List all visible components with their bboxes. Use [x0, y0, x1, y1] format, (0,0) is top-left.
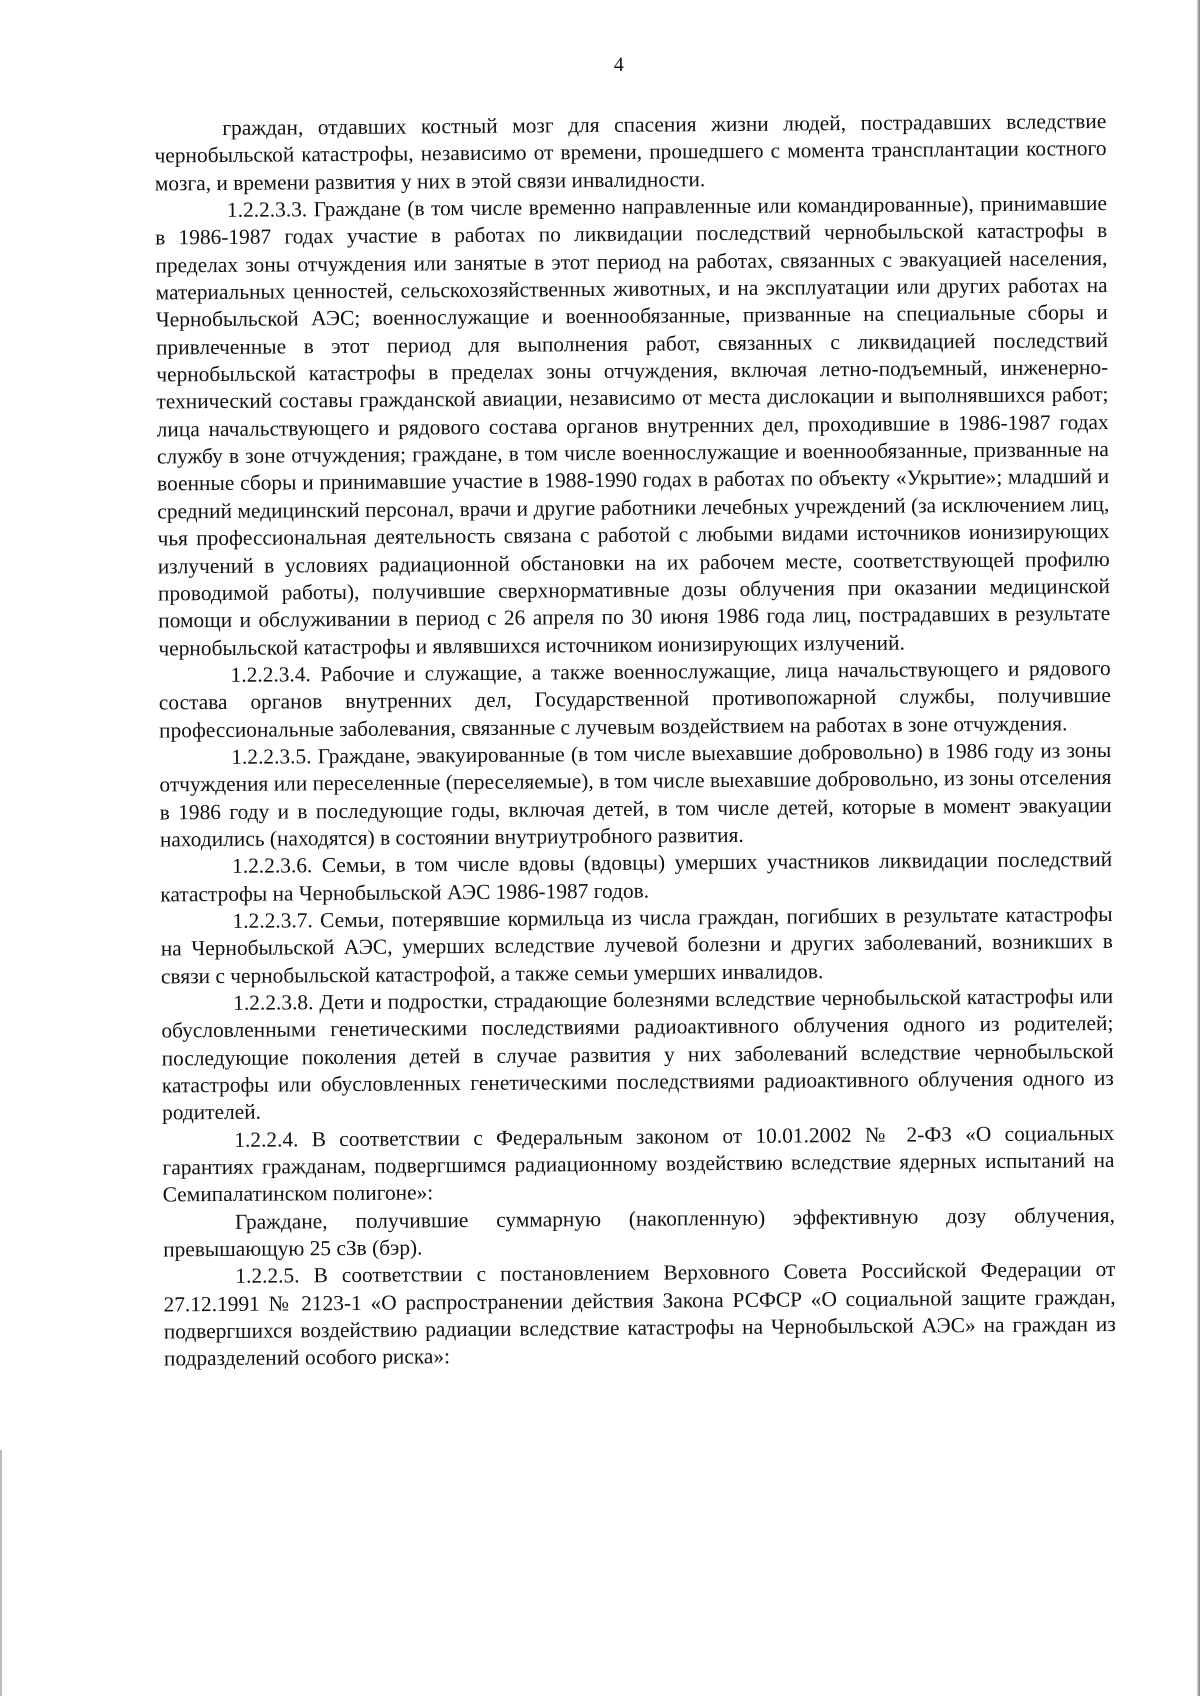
- paragraph-1-2-2-4: 1.2.2.4. В соответствии с Федеральным законом от 10.01.2002 № 2-ФЗ «О социальных гарантиях гражданам, подвергшимся радиационному воздействию вследствие ядерных испытаний на Семипалатинском полигоне»:: [162, 1120, 1115, 1207]
- scan-left-edge: [0, 1450, 2, 1696]
- paragraph-1-2-2-3-7: 1.2.2.3.7. Семьи, потерявшие кормильца из числа граждан, погибших в результате катастрофы на Чернобыльской АЭС, умерших вследствие лучевой болезни и других заболеваний, возникших в связи с чернобыльской катастрофой, а также семьи умерших инвалидов.: [160, 901, 1113, 989]
- paragraph-1-2-2-3-6: 1.2.2.3.6. Семьи, в том числе вдовы (вдовцы) умерших участников ликвидации последствий катастрофы на Чернобыльской АЭС 1986-1987 годов.: [160, 847, 1113, 907]
- paragraph-1-2-2-3-5: 1.2.2.3.5. Граждане, эвакуированные (в том числе выехавшие добровольно) в 1986 году из зоны отчуждения или переселенные (переселяемые), в том числе выехавшие добровольно, из зоны отселения в 1986 году и в последующие годы, включая детей, в том числе детей, которые в момент эвакуации находились (находятся) в состоянии внутриутробного развития.: [159, 737, 1112, 852]
- paragraph-1-2-2-5: 1.2.2.5. В соответствии с постановлением Верховного Совета Российской Федерации от 27.12.1991 № 2123-1 «О распространении действия Закона РСФСР «О социальной защите граждан, подвергшихся воздействию радиации вследствие катастрофы на Чернобыльской АЭС» на граждан из подразделений особого риска»:: [163, 1257, 1116, 1371]
- paragraph-1-2-2-3-4: 1.2.2.3.4. Рабочие и служащие, а также военнослужащие, лица начальствующего и рядового состава органов внутренних дел, Государственной противопожарной службы, получившие профессиональные заболевания, связанные с лучевым воздействием на работах в зоне отчуждения.: [158, 655, 1111, 743]
- paragraph-1-2-2-3-8: 1.2.2.3.8. Дети и подростки, страдающие болезнями вследствие чернобыльской катастрофы или обусловленными генетическими последствиями радиоактивного облучения одного из родителей; последующие поколения детей в случае развития у них заболеваний вследствие чернобыльской катастрофы или обусловленных генетическими последствиями радиоактивного облучения одного из родителей.: [161, 983, 1114, 1125]
- page-number: 4: [613, 53, 624, 76]
- document-body: [154, 108, 1116, 1373]
- paragraph-1-2-2-3-3: 1.2.2.3.3. Граждане (в том числе временно направленные или командированные), принимавшие в 1986-1987 годах участие в работах по ликвидации последствий чернобыльской катастрофы в пределах зоны отчуждения или занятые в этот период на работах, связанных с эвакуацией населения, материальных ценностей, сельскохозяйственных животных, и на эксплуатации или других работах на Чернобыльской АЭС; военнослужащие и военнообязанные, призванные на специальные сборы и привлеченные в этот период для выполнения работ, связанных с ликвидацией последствий чернобыльской катастрофы в пределах зоны отчуждения, включая летно-подъемный, инженерно-технический составы гражданской авиации, независимо от места дислокации и выполнявшихся работ; лица начальствующего и рядового состава органов внутренних дел, проходившие в 1986-1987 годах службу в зоне отчуждения; граждане, в том числе военнослужащие и военнообязанные, призванные на военные сборы и принимавшие участие в 1988-1990 годах в работах по объекту «Укрытие»; младший и средний медицинский персонал, врачи и другие работники лечебных учреждений (за исключением лиц, чья профессиональная деятельность связана с работой с любыми видами источников ионизирующих излучений в условиях радиационной обстановки на их рабочем месте, соответствующей профилю проводимой работы), получившие сверхнормативные дозы облучения при оказании медицинской помощи и обслуживании в период с 26 апреля по 30 июня 1986 года лиц, пострадавших в результате чернобыльской катастрофы и являвшихся источником ионизирующих излучений.: [155, 191, 1111, 660]
- paragraph-1-2-2-4-item: Граждане, получившие суммарную (накопленную) эффективную дозу облучения, превышающую 25 сЗв (бэр).: [163, 1202, 1115, 1262]
- paragraph-continued: граждан, отдавших костный мозг для спасения жизни людей, пострадавших вследствие чернобыльской катастрофы, независимо от времени, прошедшего с момента трансплантации костного мозга, и времени развития у них в этой связи инвалидности.: [154, 109, 1107, 196]
